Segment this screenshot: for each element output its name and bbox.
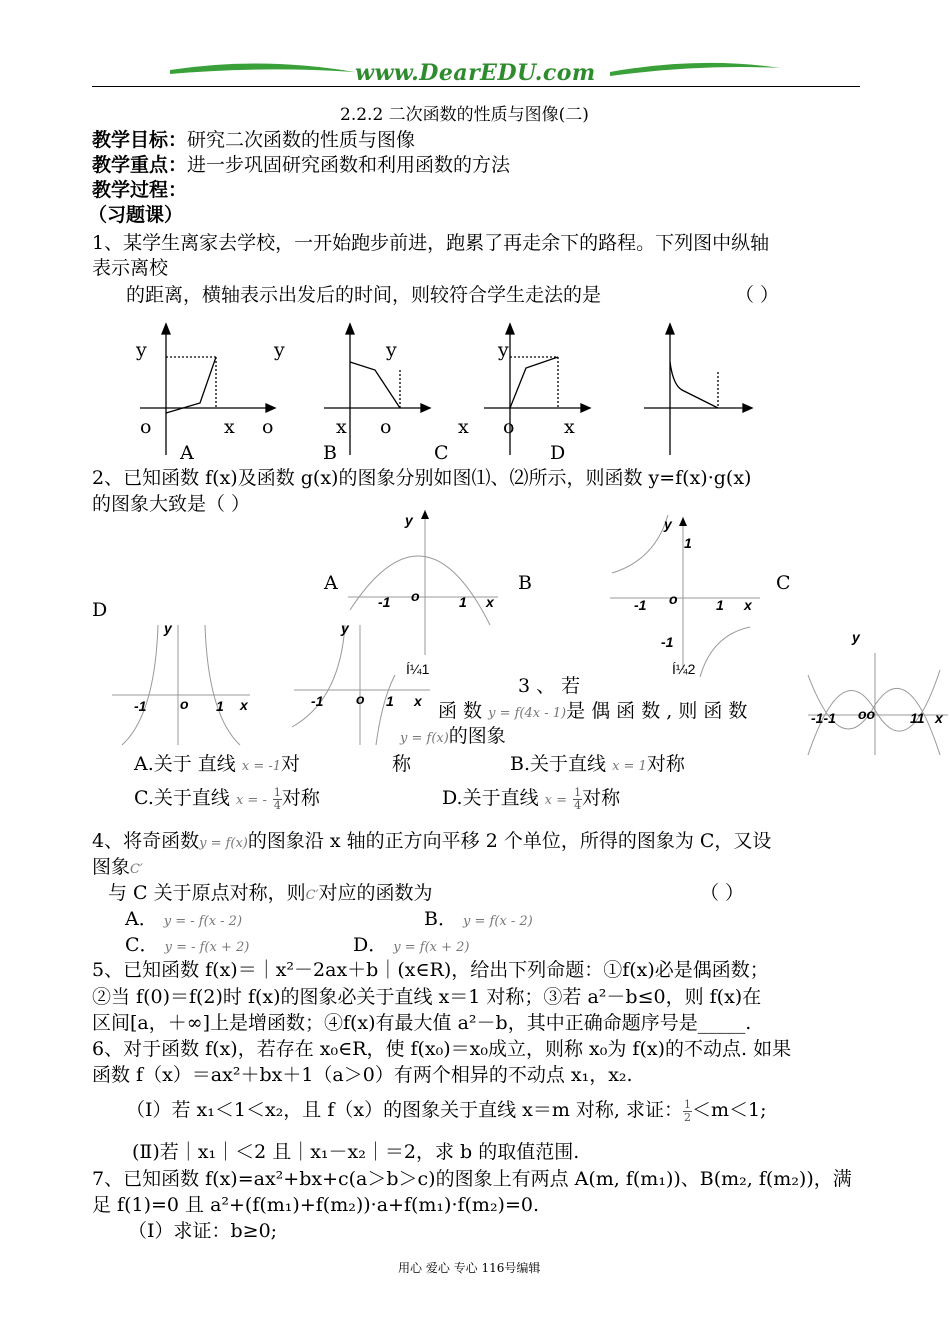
q2-option-b-label: B [518,572,532,594]
q4-line3-a: 与 C 关于原点对称，则 [108,882,306,904]
q2-fig2-one-x: 1 [716,597,724,613]
q3-opt-b-expr: x = 1 [612,759,647,774]
q7-line1: 7、已知函数 f(x)=ax²+bx+c(a＞b＞c)的图象上有两点 A(m, f(m₁))、B(m₂, f(m₂))，满 [92,1168,852,1190]
q1-graph-a-x-label: x [224,416,235,438]
q2-opt-a-x-label: x [240,697,248,713]
q2-line1: 2、已知函数 f(x)及函数 g(x)的图象分别如图⑴、⑵所示，则函数 y=f(x)·g(x) [92,467,752,489]
q2-opt-a-y-label: y [164,620,172,636]
q2-opt-d-origin: oo [858,706,876,722]
q4-opt-d-label: D． [353,934,388,956]
q1-graphs [0,310,950,470]
q1-graph-c-x-label: x [458,416,469,438]
focus-label: 教学重点： [92,154,188,176]
q3-opt-a-wrap: 称 [392,753,412,775]
q2-fig1-one: 1 [459,594,467,610]
q4-line1-a: 4、将奇函数 [92,830,200,852]
q7-part1: （Ⅰ）求证：b≥0; [128,1220,278,1242]
q1-graph-b-y-label: y [274,339,285,361]
frac-denominator: 4 [273,798,281,812]
q4-opt-d-expr: y = f(x + 2) [393,940,470,955]
q6-line2: 函数 f（x）＝ax²＋bx＋1（a＞0）有两个相异的不动点 x₁，x₂. [92,1064,633,1086]
q3-line2-pre: 函 数 [438,700,483,722]
q1-graph-c-origin: o [380,416,392,438]
q3-opt-b-post: 对称 [646,753,685,775]
q1-line3: 的距离，横轴表示出发后的时间，则较符合学生走法的是 [126,284,602,306]
site-logo[interactable]: www.DearEDU.com [355,60,596,86]
q3-line2-post: 是 偶 函 数 , 则 函 数 [566,700,748,722]
q5-line1: 5、已知函数 f(x)＝｜x²－2ax＋b｜(x∈R)，给出下列命题：①f(x)必是偶函数； [92,959,769,981]
q3-opt-d-pre: D.关于直线 [442,787,539,809]
q5-line2: ②当 f(0)＝f(2)时 f(x)的图象必关于直线 x＝1 对称；③若 a²－b≤0，则 f(x)在 [92,986,762,1008]
q1-graph-a-y-label: y [136,339,147,361]
q3-opt-d-expr: x = [544,793,568,808]
q2-line2: 的图象大致是（ ） [92,493,251,515]
focus-text: 进一步巩固研究函数和利用函数的方法 [187,154,511,176]
lesson-type: （习题课） [88,204,184,226]
q3-opt-b-pre: B.关于直线 [510,753,607,775]
q2-fig1-caption: Í¼1 [406,661,430,677]
q3-opt-a-expr: x = -1 [241,759,282,774]
q2-fig1-x-label: x [486,594,494,610]
q6-part1-b: ＜m＜1; [691,1099,767,1121]
q1-line2: 表示离校 [92,257,169,279]
q2-fig2-origin: o [669,591,678,607]
q4-line3 [108,881,433,905]
q3-line2-expr: y = f(4x - 1) [488,706,567,721]
frac-denominator: 4 [574,798,582,812]
q1-option-c: C [434,442,449,464]
q2-fig1-neg-one: -1 [378,594,391,610]
q1-graph-b-x-label: x [336,416,347,438]
q4-option-b [424,907,533,931]
q3-line3-expr: y = f(x) [400,731,449,746]
q1-option-b: B [323,442,337,464]
q2-opt-d-y-label: y [852,629,860,645]
q4-line3-b: 对应的函数为 [318,882,433,904]
q2-fig2-caption: Í¼2 [672,661,696,677]
q2-fig2-neg-one-y: -1 [661,634,674,650]
q1-option-a: A [180,442,194,464]
q2-fig2-y-label: y [664,516,672,532]
q2-option-c-label: C [776,572,791,594]
q1-graph-d-x-label: x [564,416,575,438]
q3-opt-c-frac [273,787,282,812]
goal-text: 研究二次函数的性质与图像 [187,129,416,151]
q2-opt-b-neg-one: -1 [311,693,324,709]
q2-opt-a-one: 1 [216,698,224,714]
q6-part1-frac [683,1099,692,1124]
q4-option-a [125,907,242,931]
q4-c-prime-2: C′ [305,888,319,903]
q1-answer-paren: （ ） [735,284,780,306]
q3-opt-a-pre: A.关于 直线 [134,753,236,775]
q1-option-d: D [550,442,566,464]
page-footer: 用心 爱心 专心 116号编辑 [398,1261,541,1275]
q4-answer-paren: （ ） [700,882,745,904]
teaching-goal [92,128,415,152]
q2-opt-d-x-label: x [935,710,943,726]
q6-line1: 6、对于函数 f(x)，若存在 x₀∈R，使 f(x₀)＝x₀成立，则称 x₀为 f(x)的不动点. 如果 [92,1038,792,1060]
process-label: 教学过程： [92,179,188,201]
q4-opt-b-label: B． [424,908,457,930]
q5-line3: 区间[a，＋∞]上是增函数；④f(x)有最大值 a²－b，其中正确命题序号是_____. [92,1012,752,1034]
q6-part2: (Ⅱ)若｜x₁｜＜2 且｜x₁－x₂｜＝2，求 b 的取值范围. [132,1141,580,1163]
q6-part1-a: （Ⅰ）若 x₁＜1＜x₂，且 f（x）的图象关于直线 x＝m 对称, 求证： [126,1099,683,1121]
q3-opt-d-frac [573,787,582,812]
q4-opt-a-label: A． [125,908,158,930]
q2-opt-a-neg-one: -1 [134,698,147,714]
frac-numerator: 1 [574,785,582,799]
q2-opt-b-y-label: y [341,620,349,636]
q1-graph-d-origin: o [503,416,515,438]
q3-option-d [442,786,620,812]
page-title: 2.2.2 二次函数的性质与图像(二) [340,105,589,125]
q3-line3-post: 的图象 [448,725,506,747]
q3-opt-d-post: 对称 [582,787,621,809]
q4-option-d [353,933,470,957]
q4-option-c [125,933,249,957]
q4-line1-expr: y = f(x) [199,836,248,851]
teaching-focus [92,153,510,177]
q3-line1: 3 、 若 [518,675,581,697]
q3-line2 [438,699,747,723]
q4-opt-b-expr: y = f(x - 2) [463,914,533,929]
q4-c-prime: C′ [130,862,143,877]
q1-line1: 1、某学生离家去学校，一开始跑步前进，跑累了再走余下的路程。下列图中纵轴 [92,232,770,254]
q3-option-c [134,786,320,812]
q4-opt-c-expr: y = - f(x + 2) [164,940,250,955]
q2-opt-b-one: 1 [386,693,394,709]
frac-denominator: 2 [683,1110,691,1124]
q2-fig1-y-label: y [405,512,413,528]
q3-opt-a-post: 对 [281,753,301,775]
q1-graph-c-y-label: y [386,339,397,361]
q2-opt-a-origin: o [180,696,189,712]
goal-label: 教学目标： [92,129,188,151]
q2-option-d-label: D [92,599,108,621]
q2-opt-b-origin: o [356,691,365,707]
q4-line2-text: 图象 [92,856,131,878]
q1-graph-d-y-label: y [498,339,509,361]
frac-numerator: 1 [683,1097,691,1111]
q2-fig2-x-label: x [744,597,752,613]
q2-opt-d-one: 11 [910,710,925,726]
q2-option-a-label: A [324,572,338,594]
q1-graph-b-origin: o [262,416,274,438]
q2-opt-d-neg-one: -1-1 [811,710,836,726]
q2-opt-b-x-label: x [414,693,422,709]
q3-option-a [134,752,300,776]
q3-opt-c-post: 对称 [281,787,320,809]
q3-option-b [510,752,685,776]
q4-opt-c-label: C． [125,934,159,956]
q3-opt-c-expr: x = - [235,793,267,808]
q1-graph-a-origin: o [140,416,152,438]
q4-line2 [92,855,143,879]
frac-numerator: 1 [273,785,281,799]
q4-opt-a-expr: y = - f(x - 2) [163,914,243,929]
q2-fig2-one-y: 1 [684,535,692,551]
q3-line3 [400,724,506,748]
q4-line1-b: 的图象沿 x 轴的正方向平移 2 个单位，所得的图象为 C，又设 [247,830,772,852]
q7-line2: 足 f(1)=0 且 a²+(f(m₁)+f(m₂))·a+f(m₁)·f(m₂)=0. [92,1194,540,1216]
header-rule [92,86,860,87]
q3-opt-c-pre: C.关于直线 [134,787,230,809]
q2-fig2-neg-one: -1 [634,597,647,613]
q4-line1 [92,829,771,853]
q2-fig1-origin: o [411,588,420,604]
q6-part1 [126,1098,767,1124]
